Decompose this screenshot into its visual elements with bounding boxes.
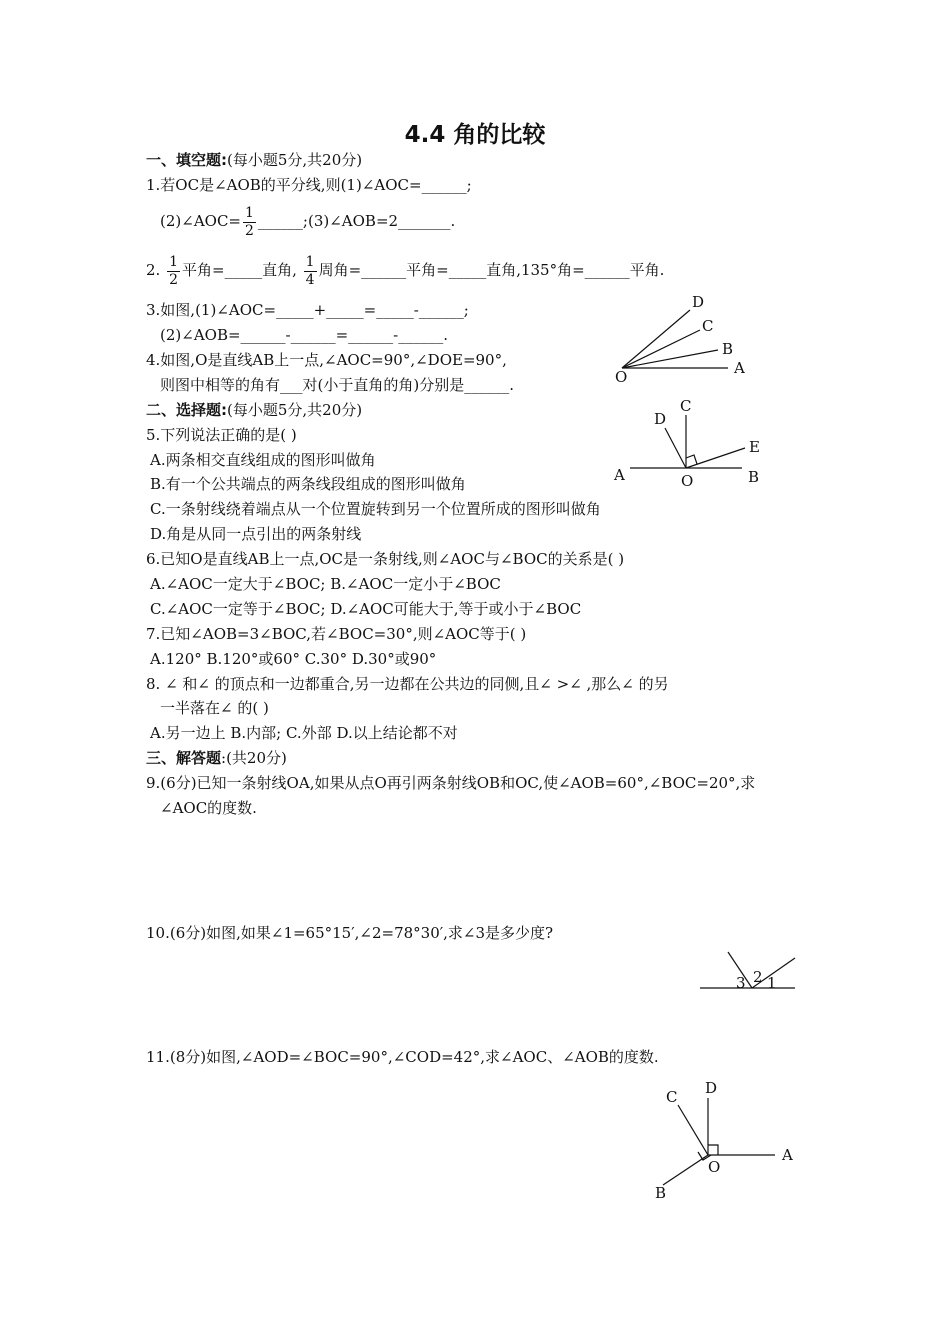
question-4-part-2: 则图中相等的角有___对(小于直角的角)分别是______. bbox=[160, 376, 514, 394]
section-2-note: (每小题5分,共20分) bbox=[227, 401, 363, 419]
section-1-label: 一、填空题: bbox=[146, 151, 227, 169]
question-1: 1.若OC是∠AOB的平分线,则(1)∠AOC=______; bbox=[146, 176, 472, 194]
q2-middle: 平角=_____直角, bbox=[182, 261, 297, 279]
label-b: B bbox=[655, 1184, 667, 1202]
ray-od bbox=[622, 310, 690, 368]
question-3-part-2: (2)∠AOB=______-______=______-______. bbox=[160, 326, 449, 344]
label-a: A bbox=[614, 466, 625, 484]
label-a: A bbox=[734, 359, 745, 377]
question-6: 6.已知O是直线AB上一点,OC是一条射线,则∠AOC与∠BOC的关系是( ) bbox=[146, 550, 625, 568]
fraction-numerator: 1 bbox=[169, 253, 179, 270]
question-9: 9.(6分)已知一条射线OA,如果从点O再引两条射线OB和OC,使∠AOB=60°,∠BOC=20°,求 bbox=[146, 774, 756, 792]
label-b: B bbox=[748, 468, 760, 486]
question-7: 7.已知∠AOB=3∠BOC,若∠BOC=30°,则∠AOC等于( ) bbox=[146, 625, 527, 643]
question-2 bbox=[146, 250, 664, 290]
question-7-options: A.120° B.120°或60° C.30° D.30°或90° bbox=[150, 650, 437, 668]
question-4: 4.如图,O是直线AB上一点,∠AOC=90°,∠DOE=90°, bbox=[146, 351, 507, 369]
section-3-note: :(共20分) bbox=[221, 749, 287, 767]
section-1-note: (每小题5分,共20分) bbox=[227, 151, 363, 169]
label-d: D bbox=[692, 293, 705, 311]
right-angle-mark bbox=[686, 455, 697, 464]
label-c: C bbox=[666, 1088, 678, 1106]
label-c: C bbox=[702, 317, 714, 335]
label-c: C bbox=[680, 397, 692, 415]
label-d: D bbox=[654, 410, 667, 428]
fraction-denominator: 2 bbox=[245, 222, 254, 239]
fraction-quarter bbox=[304, 254, 317, 289]
fraction-half bbox=[167, 254, 180, 289]
question-5-option-a: A.两条相交直线组成的图形叫做角 bbox=[150, 451, 376, 469]
label-o: O bbox=[615, 368, 628, 386]
question-1-part-2 bbox=[160, 201, 455, 241]
q2-prefix: 2. bbox=[146, 261, 161, 279]
question-6-options-ab: A.∠AOC一定大于∠BOC; B.∠AOC一定小于∠BOC bbox=[150, 575, 501, 593]
question-8: 8. ∠ 和∠ 的顶点和一边都重合,另一边都在公共边的同侧,且∠ >∠ ,那么∠ 的另 bbox=[146, 675, 669, 693]
question-5: 5.下列说法正确的是( ) bbox=[146, 426, 297, 444]
ray-od bbox=[665, 428, 686, 468]
label-d: D bbox=[705, 1079, 718, 1097]
ray-ob bbox=[663, 1155, 708, 1185]
label-o: O bbox=[708, 1158, 721, 1176]
question-5-option-b: B.有一个公共端点的两条线段组成的图形叫做角 bbox=[150, 475, 466, 493]
angle-2-label: 2 bbox=[753, 968, 763, 986]
ray-oc bbox=[678, 1105, 708, 1155]
section-3-heading bbox=[146, 748, 287, 768]
label-a: A bbox=[782, 1146, 793, 1164]
question-11: 11.(8分)如图,∠AOD=∠BOC=90°,∠COD=42°,求∠AOC、∠AOB的度数. bbox=[146, 1048, 659, 1066]
question-10: 10.(6分)如图,如果∠1=65°15′,∠2=78°30′,求∠3是多少度? bbox=[146, 924, 554, 942]
angle-3-label: 3 bbox=[736, 974, 746, 992]
q2-suffix: 周角=______平角=_____直角,135°角=______平角. bbox=[318, 261, 665, 279]
section-1-heading bbox=[146, 150, 362, 170]
ray-oc bbox=[622, 330, 700, 368]
fraction-half bbox=[243, 205, 256, 240]
fraction-numerator: 1 bbox=[305, 253, 315, 270]
ray-ob bbox=[622, 350, 718, 368]
label-e: E bbox=[749, 438, 760, 456]
question-3: 3.如图,(1)∠AOC=_____+_____=_____-______; bbox=[146, 301, 469, 319]
fraction-denominator: 4 bbox=[305, 271, 315, 288]
label-o: O bbox=[681, 472, 694, 490]
section-2-label: 二、选择题: bbox=[146, 401, 227, 419]
right-angle-mark-aod bbox=[708, 1145, 718, 1155]
label-b: B bbox=[722, 340, 734, 358]
page-title: 4.4 角的比较 bbox=[404, 122, 546, 148]
question-6-options-cd: C.∠AOC一定等于∠BOC; D.∠AOC可能大于,等于或小于∠BOC bbox=[150, 600, 582, 618]
angle-1-label: 1 bbox=[767, 974, 777, 992]
section-3-label: 三、解答题 bbox=[146, 749, 222, 767]
section-2-heading bbox=[146, 400, 362, 420]
fraction-denominator: 2 bbox=[169, 271, 179, 288]
q1b-suffix: ______;(3)∠AOB=2_______. bbox=[257, 212, 456, 230]
question-5-option-c: C.一条射线绕着端点从一个位置旋转到另一个位置所成的图形叫做角 bbox=[150, 500, 601, 518]
question-5-option-d: D.角是从同一点引出的两条射线 bbox=[150, 525, 362, 543]
question-8-part-2: 一半落在∠ 的( ) bbox=[160, 699, 269, 717]
question-9-part-2: ∠AOC的度数. bbox=[160, 799, 257, 817]
q1b-prefix: (2)∠AOC= bbox=[160, 212, 241, 230]
fraction-numerator: 1 bbox=[245, 204, 254, 221]
question-8-options: A.另一边上 B.内部; C.外部 D.以上结论都不对 bbox=[150, 724, 458, 742]
